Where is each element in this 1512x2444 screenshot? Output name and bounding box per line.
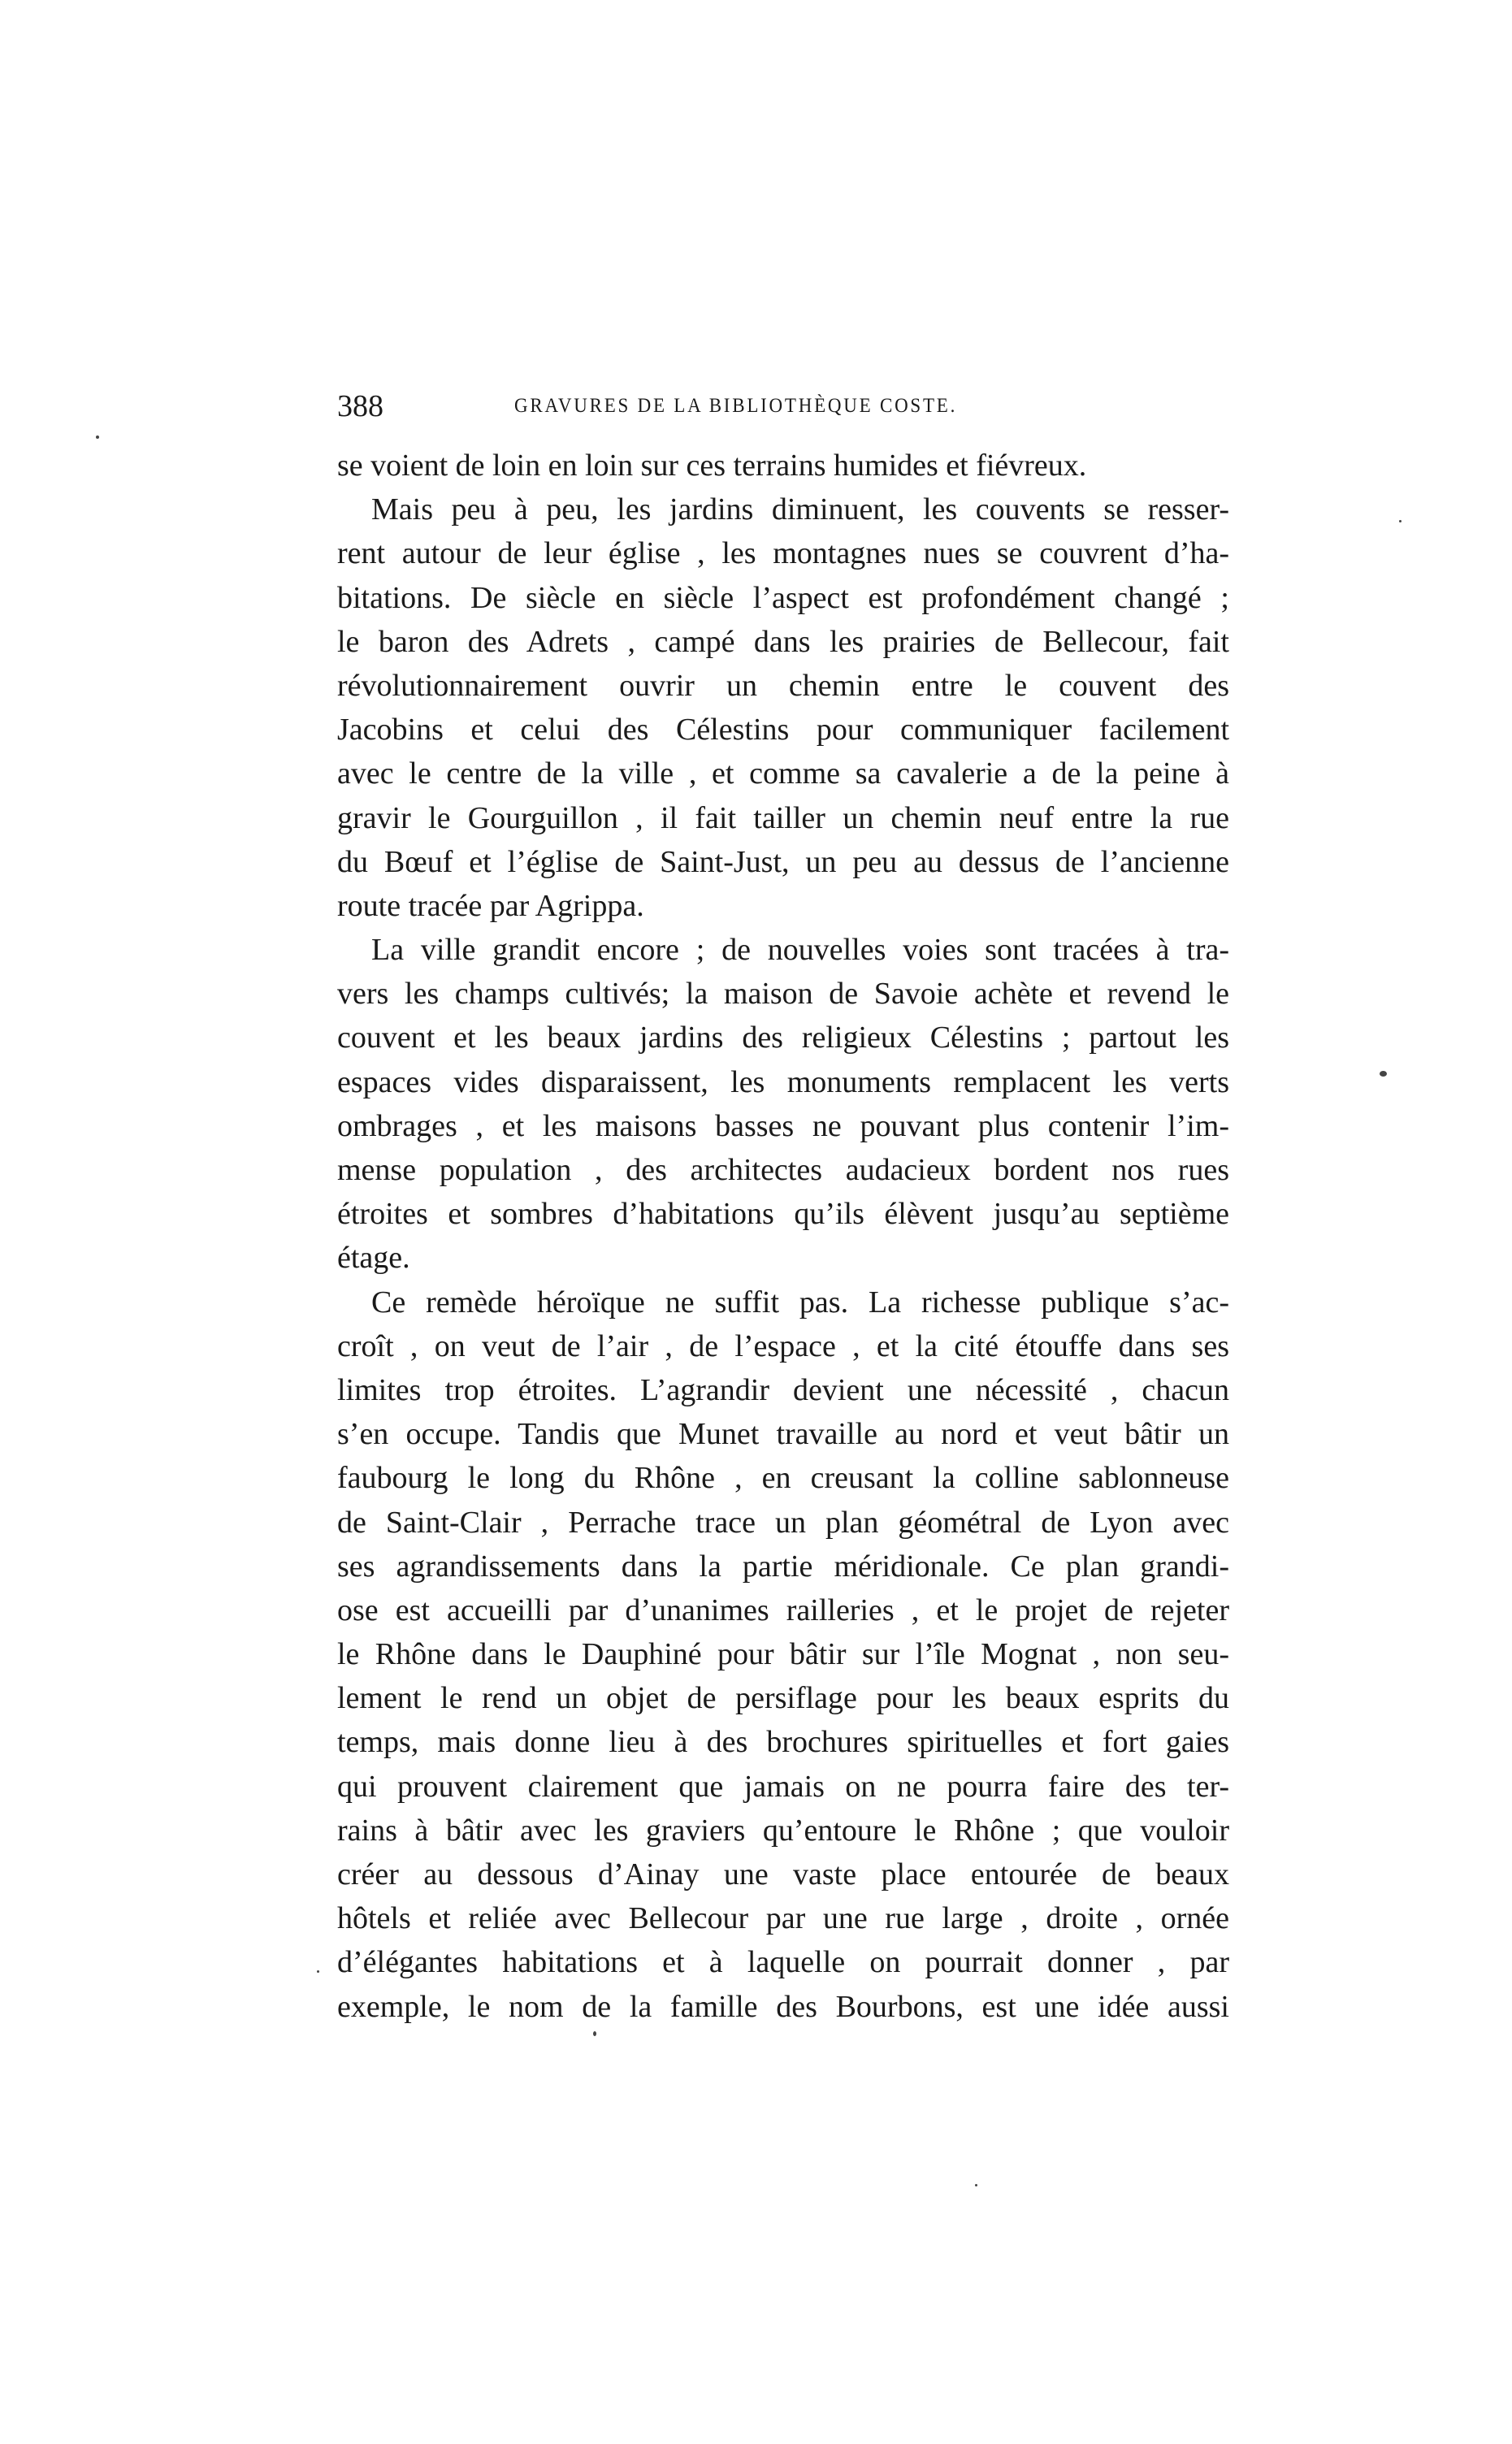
text-line: créer au dessous d’Ainay une vaste place entourée de beaux [337,1857,1229,1892]
scan-speck [593,2031,596,2036]
text-line: ombrages , et les maisons basses ne pouvant plus contenir l’im- [337,1108,1229,1143]
scan-speck [317,1970,319,1973]
text-line: limites trop étroites. L’agrandir devient une nécessité , chacun [337,1372,1229,1407]
text-line: ose est accueilli par d’unanimes railleries , et le projet de rejeter [337,1592,1229,1627]
text-line: de Saint-Clair , Perrache trace un plan géométral de Lyon avec [337,1505,1229,1540]
running-head: GRAVURES DE LA BIBLIOTHÈQUE COSTE. [514,395,958,417]
text-line: qui prouvent clairement que jamais on ne pourra faire des ter- [337,1769,1229,1804]
text-line: gravir le Gourguillon , il fait tailler un chemin neuf entre la rue [337,800,1229,835]
paragraph [337,1280,1229,2029]
text-line: croît , on veut de l’air , de l’espace , et la cité étouffe dans ses [337,1328,1229,1363]
text-line: ses agrandissements dans la partie méridionale. Ce plan grandi- [337,1549,1229,1584]
text-line: avec le centre de la ville , et comme sa cavalerie a de la peine à [337,756,1229,791]
scan-speck [96,436,99,439]
text-line: vers les champs cultivés; la maison de Savoie achète et revend le [337,977,1229,1012]
paragraph [337,928,1229,1280]
text-line: étroites et sombres d’habitations qu’ils élèvent jusqu’au septième [337,1197,1229,1232]
text-line: révolutionnairement ouvrir un chemin entre le couvent des [337,668,1229,703]
text-line: rains à bâtir avec les graviers qu’entoure le Rhône ; que vouloir [337,1813,1229,1848]
text-line: le Rhône dans le Dauphiné pour bâtir sur l’île Mognat , non seu- [337,1637,1229,1672]
text-line: couvent et les beaux jardins des religieux Célestins ; partout les [337,1020,1229,1055]
scan-speck [1399,520,1402,522]
page-header [337,388,1227,424]
text-line: se voient de loin en loin sur ces terrains humides et fiévreux. [337,448,1087,483]
text-line: faubourg le long du Rhône , en creusant la colline sablonneuse [337,1461,1229,1496]
text-line: mense population , des architectes audacieux bordent nos rues [337,1153,1229,1187]
text-line: Ce remède héroïque ne suffit pas. La richesse publique s’ac- [371,1285,1229,1320]
text-line: route tracée par Agrippa. [337,888,644,923]
text-line: espaces vides disparaissent, les monuments remplacent les verts [337,1064,1229,1099]
text-line: d’élégantes habitations et à laquelle on pourrait donner , par [337,1945,1229,1980]
text-line: étage. [337,1241,410,1276]
text-line: La ville grandit encore ; de nouvelles voies sont tracées à tra- [371,933,1229,968]
text-line: exemple, le nom de la famille des Bourbons, est une idée aussi [337,1989,1229,2024]
text-line: s’en occupe. Tandis que Munet travaille au nord et veut bâtir un [337,1417,1229,1452]
body-text [337,444,1229,2029]
text-line: hôtels et reliée avec Bellecour par une rue large , droite , ornée [337,1901,1229,1936]
text-line: du Bœuf et l’église de Saint-Just, un peu au dessus de l’ancienne [337,844,1229,879]
paragraph [337,488,1229,928]
scan-speck [1380,1071,1387,1077]
text-line: Mais peu à peu, les jardins diminuent, les couvents se resser- [371,492,1229,527]
text-line: lement le rend un objet de persiflage pour les beaux esprits du [337,1681,1229,1716]
text-line: rent autour de leur église , les montagnes nues se couvrent d’ha- [337,536,1229,571]
text-line: temps, mais donne lieu à des brochures spirituelles et fort gaies [337,1725,1229,1760]
paragraph [337,444,1229,488]
text-line: bitations. De siècle en siècle l’aspect est profondément changé ; [337,580,1229,615]
scan-speck [975,2184,977,2186]
text-line: le baron des Adrets , campé dans les prairies de Bellecour, fait [337,624,1229,659]
text-line: Jacobins et celui des Célestins pour communiquer facilement [337,713,1229,748]
page-number: 388 [337,389,383,423]
